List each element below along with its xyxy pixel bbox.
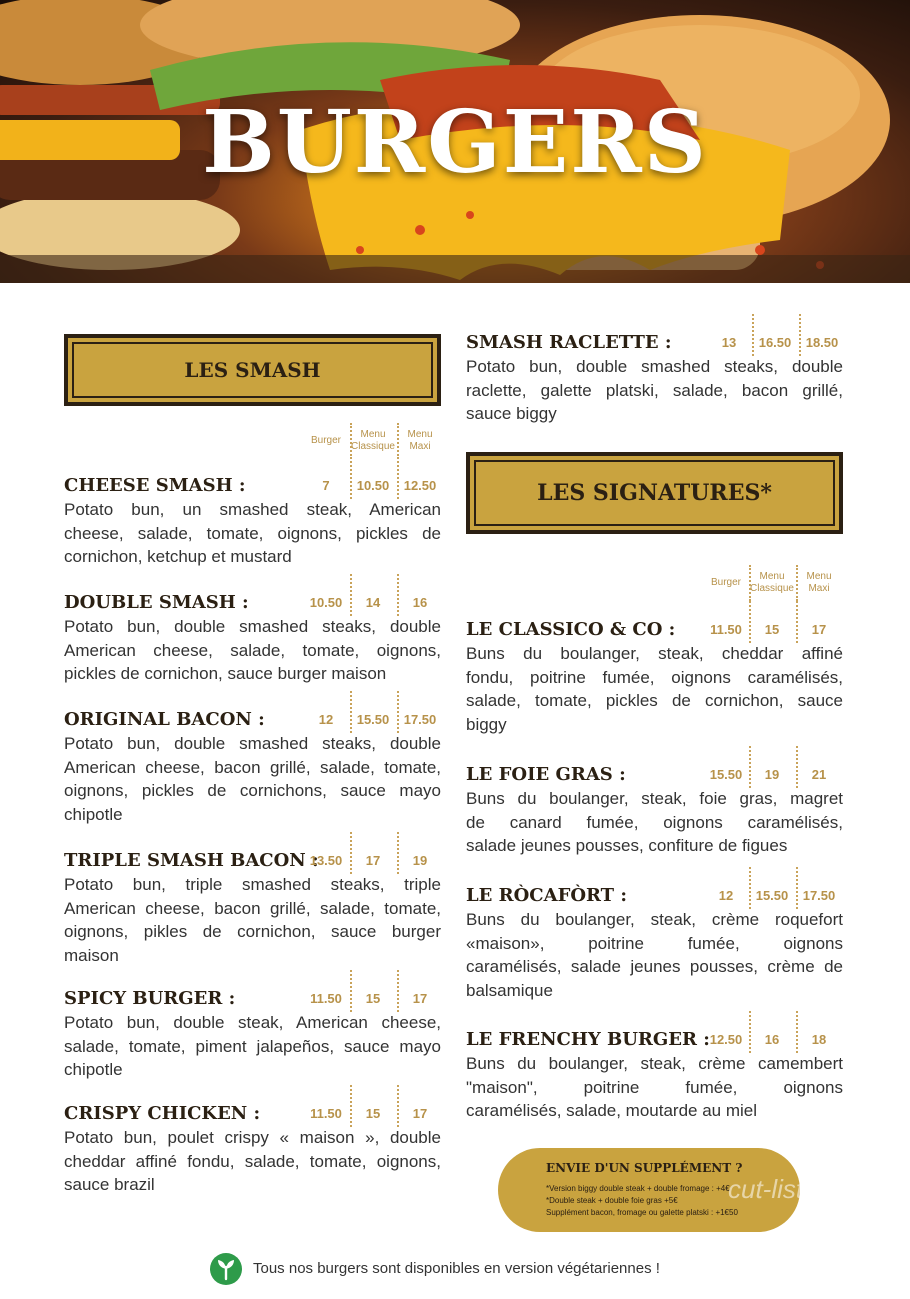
item-description-line: sauce brazil <box>64 1175 155 1194</box>
item-price: 12 <box>318 712 334 727</box>
price-separator <box>397 1085 399 1127</box>
item-description-line: Buns du boulanger, steak, crème camembert <box>466 1054 843 1073</box>
item-name: LE FOIE GRAS : <box>466 764 626 785</box>
price-separator <box>350 691 352 733</box>
item-price: 16 <box>412 595 428 610</box>
price-separator <box>397 574 399 616</box>
item-name: LE CLASSICO & CO : <box>466 619 676 640</box>
price-separator <box>397 691 399 733</box>
column-header-burger: Burger <box>310 435 341 446</box>
price-separator <box>350 1085 352 1127</box>
price-separator <box>796 867 798 909</box>
column-header-menu-maxi: Menu <box>407 429 433 440</box>
page-title: BURGERS <box>202 92 708 193</box>
item-description-line: American cheese, bacon grillé, salade, tomate, <box>64 898 441 918</box>
column-separator <box>749 565 751 601</box>
supplement-line: Supplément bacon, fromage ou galette platski : +1€50 <box>546 1208 738 1217</box>
item-price: 10.50 <box>356 478 390 493</box>
price-separator <box>796 746 798 788</box>
item-price: 11.50 <box>310 991 342 1006</box>
item-description-line: caramélisés, salade jeunes pousses, crème de <box>466 957 843 976</box>
item-description-line: «maison», poitrine fumée, oignons <box>466 933 843 953</box>
column-header-menu-maxi: Maxi <box>808 583 830 594</box>
column-header-menu-classique: Menu <box>360 429 386 440</box>
item-price: 13 <box>721 335 737 350</box>
item-description-line: fondu, poitrine fumée, oignons caramélisés, <box>466 667 843 687</box>
item-name: LE RÒCAFÒRT : <box>466 885 627 906</box>
item-price: 12.50 <box>709 1032 743 1047</box>
item-description-line: Buns du boulanger, steak, foie gras, magret <box>466 789 843 808</box>
item-description-line: Potato bun, un smashed steak, American <box>64 500 441 519</box>
item-price: 17 <box>811 622 827 637</box>
section-title-signatures: LES SIGNATURES* <box>474 460 835 526</box>
price-separator <box>749 601 751 643</box>
item-price: 17 <box>365 853 381 868</box>
price-separator <box>799 314 801 356</box>
column-header-menu-classique: Classique <box>351 441 395 452</box>
item-name: CRISPY CHICKEN : <box>64 1103 261 1124</box>
column-header-burger: Burger <box>710 577 741 588</box>
item-price: 15 <box>764 622 780 637</box>
item-description-line: "maison", poitrine fumée, oignons <box>466 1077 843 1097</box>
item-description-line: pickles de cornichon, sauce burger maison <box>64 664 387 683</box>
item-name: DOUBLE SMASH : <box>64 592 249 613</box>
price-separator <box>350 970 352 1012</box>
item-description-line: salade jeunes pousses, confiture de figues <box>466 836 788 855</box>
item-description-line: Potato bun, double smashed steaks, double <box>466 357 843 376</box>
price-separator <box>397 457 399 499</box>
price-separator <box>397 970 399 1012</box>
item-description-line: cheddar affiné fondu, salade, tomate, oignons, <box>64 1151 441 1171</box>
price-separator <box>350 574 352 616</box>
item-description-line: Potato bun, triple smashed steaks, triple <box>64 875 441 894</box>
column-header-menu-maxi: Menu <box>806 571 832 582</box>
item-price: 7 <box>322 478 330 493</box>
item-price: 21 <box>811 767 827 782</box>
item-description-line: sauce biggy <box>466 404 557 423</box>
item-name: LE FRENCHY BURGER : <box>466 1029 710 1050</box>
item-description-line: cheese, salade, tomate, oignons, pickles de <box>64 523 441 543</box>
item-name: TRIPLE SMASH BACON : <box>64 850 319 871</box>
price-separator <box>397 832 399 874</box>
price-separator <box>796 1011 798 1053</box>
item-description-line: biggy <box>466 714 507 734</box>
item-description-line: de canard fumée, oignons caramélisés, <box>466 812 843 832</box>
item-description-line: oignons, pikles de cornichon, sauce burger <box>64 922 441 941</box>
item-price: 14 <box>365 595 381 610</box>
item-price: 11.50 <box>310 1106 342 1121</box>
item-price: 12 <box>718 888 734 903</box>
item-price: 16.50 <box>758 335 792 350</box>
column-header-menu-classique: Menu <box>759 571 785 582</box>
item-price: 10.50 <box>309 595 343 610</box>
footer-note: Tous nos burgers sont disponibles en version végétariennes ! <box>253 1260 660 1277</box>
item-description-line: raclette, galette platski, salade, bacon grillé, <box>466 380 843 400</box>
price-separator <box>796 601 798 643</box>
vegetarian-leaf-icon <box>210 1253 242 1285</box>
item-description-line: cornichon, ketchup et mustard <box>64 547 292 566</box>
column-separator <box>397 423 399 459</box>
item-price: 18 <box>811 1032 827 1047</box>
item-name: SMASH RACLETTE : <box>466 332 672 353</box>
item-name: ORIGINAL BACON : <box>64 709 265 730</box>
column-separator <box>350 423 352 459</box>
item-price: 19 <box>764 767 780 782</box>
item-description-line: American cheese, salade, tomate, oignons, <box>64 640 441 660</box>
item-name: SPICY BURGER : <box>64 988 236 1009</box>
item-description-line: chipotle <box>64 1060 123 1079</box>
item-description-line: salade, tomate, pickles de cornichon, sauce <box>466 691 843 710</box>
item-description-line: chipotle <box>64 804 123 824</box>
watermark: cut-list.fr <box>728 1174 827 1204</box>
item-price: 17.50 <box>403 712 437 727</box>
supplement-line: *Double steak + double foie gras +5€ <box>546 1196 678 1205</box>
item-price: 19 <box>412 853 428 868</box>
item-price: 18.50 <box>805 335 839 350</box>
item-name: CHEESE SMASH : <box>64 475 246 496</box>
column-header-menu-classique: Classique <box>750 583 794 594</box>
section-title-smash: LES SMASH <box>72 342 433 398</box>
column-header-menu-maxi: Maxi <box>409 441 431 452</box>
item-price: 15.50 <box>356 712 390 727</box>
item-description-line: oignons, pickles de cornichons, sauce mayo <box>64 781 441 800</box>
price-separator <box>749 746 751 788</box>
item-price: 12.50 <box>403 478 437 493</box>
item-description-line: Potato bun, poulet crispy « maison », double <box>64 1128 441 1147</box>
item-price: 11.50 <box>710 622 742 637</box>
price-separator <box>749 867 751 909</box>
item-description-line: salade, tomate, piment jalapeños, sauce mayo <box>64 1036 441 1056</box>
item-description-line: Buns du boulanger, steak, cheddar affiné <box>466 644 843 663</box>
column-separator <box>796 565 798 601</box>
price-separator <box>752 314 754 356</box>
item-price: 13.50 <box>309 853 343 868</box>
item-price: 17.50 <box>802 888 836 903</box>
section-banner-signatures <box>466 452 843 534</box>
item-description-line: Buns du boulanger, steak, crème roquefort <box>466 910 843 929</box>
item-description-line: caramélisés, salade, moutarde au miel <box>466 1101 758 1120</box>
supplement-title: ENVIE D'UN SUPPLÉMENT ? <box>546 1161 743 1175</box>
item-price: 15 <box>365 1106 381 1121</box>
item-description-line: Potato bun, double smashed steaks, double <box>64 617 441 636</box>
item-price: 15.50 <box>709 767 743 782</box>
item-description-line: maison <box>64 945 119 965</box>
item-price: 15 <box>365 991 381 1006</box>
price-separator <box>749 1011 751 1053</box>
item-price: 15.50 <box>755 888 789 903</box>
item-price: 16 <box>764 1032 780 1047</box>
supplement-line: *Version biggy double steak + double fromage : +4€ <box>546 1184 730 1193</box>
item-description-line: balsamique <box>466 980 553 1000</box>
item-description-line: American cheese, bacon grillé, salade, tomate, <box>64 757 441 777</box>
hero-image <box>0 0 910 283</box>
item-price: 17 <box>412 991 428 1006</box>
price-separator <box>350 457 352 499</box>
price-separator <box>350 832 352 874</box>
item-price: 17 <box>412 1106 428 1121</box>
item-description-line: Potato bun, double smashed steaks, double <box>64 734 441 753</box>
item-description-line: Potato bun, double steak, American cheese, <box>64 1013 441 1032</box>
section-banner-smash <box>64 334 441 406</box>
